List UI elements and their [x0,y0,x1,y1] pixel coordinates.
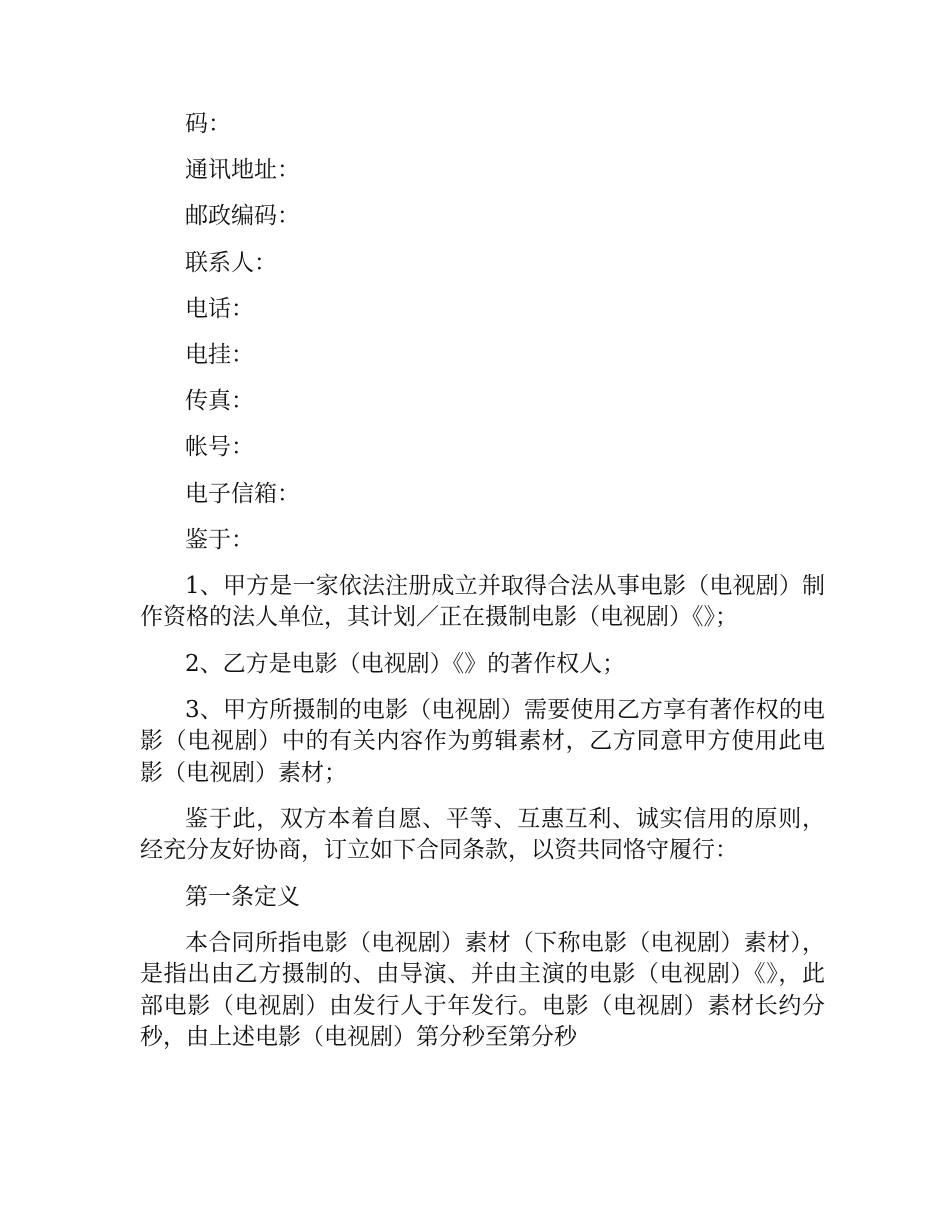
field-postal-code: 邮政编码： [185,203,300,230]
agreement-intro: 鉴于此，双方本着自愿、平等、互惠互利、诚实信用的原则，经充分友好协商，订立如下合同条款，以资共同恪守履行： [140,805,825,864]
field-telegraph: 电挂： [185,341,254,368]
whereas-heading: 鉴于： [185,526,254,553]
field-phone: 电话： [185,295,254,322]
recital-2: 2、乙方是电影（电视剧）《》的著作权人； [185,650,626,677]
field-mailing-address: 通讯地址： [185,157,300,184]
document-body [140,109,825,1069]
field-email: 电子信箱： [185,480,300,507]
field-code-continued: 码： [185,111,231,137]
article-1-body: 本合同所指电影（电视剧）素材（下称电影（电视剧）素材），是指出由乙方摄制的、由导演、并由主演的电影（电视剧）《》，此部电影（电视剧）由发行人于年发行。电影（电视剧）素材长约分秒，由上述电影（电视剧）第分秒至第分秒 [140,929,825,1051]
field-account-number: 帐号： [185,434,254,461]
article-1-heading: 第一条定义 [185,883,300,910]
recital-1: 1、甲方是一家依法注册成立并取得合法从事电影（电视剧）制作资格的法人单位，其计划／正在摄制电影（电视剧）《》； [140,572,825,631]
field-fax: 传真： [185,388,254,415]
recital-3: 3、甲方所摄制的电影（电视剧）需要使用乙方享有著作权的电影（电视剧）中的有关内容作为剪辑素材，乙方同意甲方使用此电影（电视剧）素材； [140,696,825,786]
field-contact-person: 联系人： [185,249,277,276]
